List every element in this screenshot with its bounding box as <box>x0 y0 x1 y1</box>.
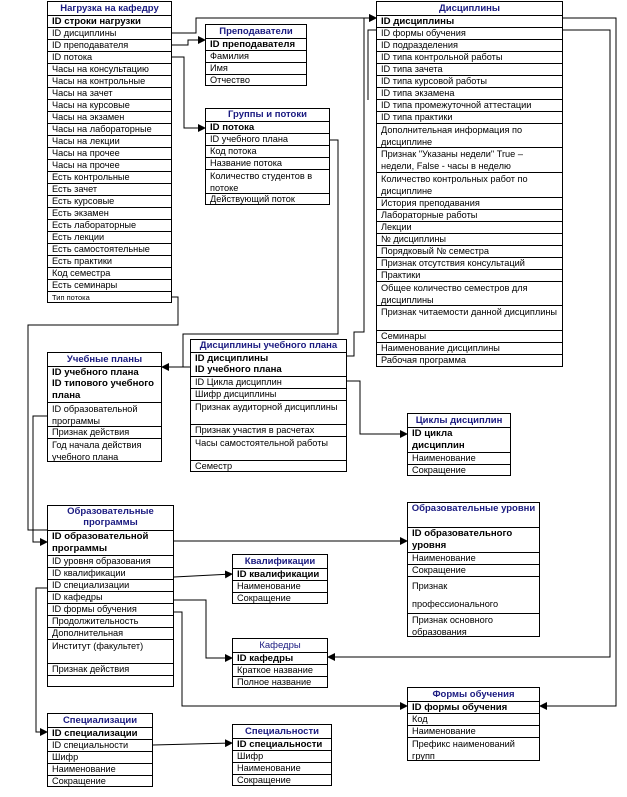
table-groups <box>205 108 330 205</box>
relationship-line <box>347 381 407 434</box>
primary-key-field: ID специальности <box>233 738 331 750</box>
table-field: Часы на консультацию <box>48 63 171 75</box>
primary-key-field: ID потока <box>206 121 329 133</box>
table-field: Часы на экзамен <box>48 111 171 123</box>
table-field: Наименование <box>233 762 331 774</box>
table-title: Кафедры <box>259 640 301 651</box>
table-field: Признак основного образования <box>408 613 539 637</box>
table-field: Семинары <box>377 330 562 342</box>
table-field: Часы на контрольные <box>48 75 171 87</box>
table-field: Префикс наименований групп <box>408 737 539 761</box>
table-field: Есть зачет <box>48 183 171 195</box>
table-field: Количество студентов в потоке <box>206 169 329 193</box>
table-field: Есть экзамен <box>48 207 171 219</box>
relationship-line <box>172 40 205 45</box>
table-field: Признак аудиторной дисциплины <box>191 400 346 424</box>
relationship-line <box>174 574 232 577</box>
table-field: Признак действия <box>48 426 161 438</box>
table-field: Сокращение <box>48 775 152 787</box>
table-field: Год начала действия учебного плана <box>48 438 161 462</box>
table-field: ID типа экзамена <box>377 87 562 99</box>
table-field: № дисциплины <box>377 233 562 245</box>
table-field: Фамилия <box>206 50 306 62</box>
primary-key-field: ID преподавателя <box>206 38 306 50</box>
table-field: Признак "Указаны недели" True – недели, False - часы в неделю <box>377 147 562 172</box>
table-field: Есть практики <box>48 255 171 267</box>
table-field: Общее количество семестров для дисциплины <box>377 281 562 305</box>
table-plan-disciplines <box>190 339 347 472</box>
table-field: Наименование <box>48 763 152 775</box>
primary-key-field: ID дисциплины <box>377 15 562 27</box>
table-field: ID специальности <box>48 739 152 751</box>
table-field: Признак отсутствия консультаций <box>377 257 562 269</box>
relationship-line <box>368 30 376 100</box>
table-cycles <box>407 413 511 476</box>
table-field: Наименование <box>408 552 539 564</box>
table-field: Признак читаемости данной дисциплины <box>377 305 562 330</box>
table-field: Есть самостоятельные <box>48 243 171 255</box>
primary-key-field: ID строки нагрузки <box>48 15 171 27</box>
table-field: Сокращение <box>408 564 539 576</box>
table-specializations <box>47 713 153 787</box>
table-field: ID дисциплины <box>48 27 171 39</box>
table-field: Признак действия <box>48 663 173 675</box>
table-field: ID типа курсовой работы <box>377 75 562 87</box>
primary-key-field: ID учебного плана <box>48 366 161 378</box>
table-disciplines <box>376 1 563 367</box>
table-field: Название потока <box>206 157 329 169</box>
table-field: Код <box>408 713 539 725</box>
table-field: Лекции <box>377 221 562 233</box>
table-field: Наименование <box>233 580 327 592</box>
table-teachers <box>205 24 307 86</box>
relationship-line <box>153 743 232 745</box>
relationship-line <box>172 57 205 128</box>
table-title: Преподаватели <box>219 26 293 37</box>
table-field: Код потока <box>206 145 329 157</box>
table-field: Дополнительная информация по дисциплине <box>377 123 562 147</box>
table-field: ID типа контрольной работы <box>377 51 562 63</box>
table-field: ID формы обучения <box>377 27 562 39</box>
table-field <box>48 675 173 687</box>
table-field: Шифр дисциплины <box>191 388 346 400</box>
table-field: Часы на лабораторные <box>48 123 171 135</box>
table-field: ID образовательной программы <box>48 402 161 426</box>
table-field: Часы на прочее <box>48 147 171 159</box>
table-field: Лабораторные работы <box>377 209 562 221</box>
table-field: Институт (факультет) <box>48 639 173 663</box>
table-field: Дополнительная <box>48 627 173 639</box>
table-title: Учебные планы <box>66 354 143 365</box>
table-title: Специальности <box>245 726 319 737</box>
table-field: Рабочая программа <box>377 354 562 367</box>
table-field: Действующий поток <box>206 193 329 205</box>
table-field: Часы на курсовые <box>48 99 171 111</box>
table-departments <box>232 638 328 688</box>
table-title: Группы и потоки <box>228 109 307 120</box>
table-title: Дисциплины <box>438 3 501 14</box>
table-field: Продолжительность <box>48 615 173 627</box>
table-field: Порядковый № семестра <box>377 245 562 257</box>
table-plans <box>47 352 162 462</box>
table-field: Наименование <box>408 725 539 737</box>
table-title: Нагрузка на кафедру <box>60 3 159 14</box>
table-title: Дисциплины учебного плана <box>199 340 338 351</box>
table-field: Имя <box>206 62 306 74</box>
table-field: Отчество <box>206 74 306 86</box>
table-title: Формы обучения <box>432 689 515 700</box>
table-field: Сокращение <box>233 774 331 786</box>
table-field: Полное название <box>233 676 327 688</box>
table-title: Квалификации <box>244 556 316 567</box>
table-field: Количество контрольных работ по дисциплине <box>377 172 562 197</box>
primary-key-field: ID дисциплины <box>191 352 346 364</box>
table-field: Часы самостоятельной работы <box>191 436 346 460</box>
table-field: Признак участия в расчетах <box>191 424 346 436</box>
table-field: История преподавания <box>377 197 562 209</box>
table-forms <box>407 687 540 761</box>
table-specialties <box>232 724 332 786</box>
table-title: Образовательные программы <box>67 506 154 528</box>
primary-key-field: ID образовательного уровня <box>408 527 539 552</box>
table-field: Часы на лекции <box>48 135 171 147</box>
primary-key-field: ID образовательной программы <box>48 530 173 555</box>
table-field: ID кафедры <box>48 591 173 603</box>
table-programs <box>47 505 174 687</box>
table-field: Тип потока <box>48 291 171 303</box>
table-field: ID типа промежуточной аттестации <box>377 99 562 111</box>
table-field: ID квалификации <box>48 567 173 579</box>
table-field: ID преподавателя <box>48 39 171 51</box>
table-field: ID подразделения <box>377 39 562 51</box>
table-field: Есть курсовые <box>48 195 171 207</box>
table-field: Наименование <box>408 452 510 464</box>
table-field: Признак профессионального <box>408 576 539 613</box>
table-field: Семестр <box>191 460 346 472</box>
table-field: Есть лекции <box>48 231 171 243</box>
table-field: ID Цикла дисциплин <box>191 376 346 388</box>
primary-key-field: ID квалификации <box>233 568 327 580</box>
table-load <box>47 1 172 303</box>
relationship-line <box>33 416 47 542</box>
relationship-line <box>174 600 232 658</box>
table-field: Наименование дисциплины <box>377 342 562 354</box>
table-field: ID формы обучения <box>48 603 173 615</box>
table-title: Образовательные уровни <box>411 503 536 514</box>
primary-key-field: ID формы обучения <box>408 701 539 713</box>
relationship-line <box>347 18 376 356</box>
table-field: Есть лабораторные <box>48 219 171 231</box>
table-field: Код семестра <box>48 267 171 279</box>
table-field: ID типа практики <box>377 111 562 123</box>
table-field: ID учебного плана <box>206 133 329 145</box>
primary-key-field: ID учебного плана <box>195 364 282 375</box>
primary-key-field: ID цикла дисциплин <box>408 427 510 452</box>
table-field: ID уровня образования <box>48 555 173 567</box>
table-field: Сокращение <box>233 592 327 604</box>
primary-key-field: ID кафедры <box>233 652 327 664</box>
table-field: Есть семинары <box>48 279 171 291</box>
primary-key-field: ID типового учебного плана <box>52 378 154 401</box>
table-qualifications <box>232 554 328 604</box>
table-field: ID типа зачета <box>377 63 562 75</box>
table-field: Практики <box>377 269 562 281</box>
table-title: Специализации <box>62 715 138 726</box>
table-field: Сокращение <box>408 464 510 476</box>
table-field: Часы на прочее <box>48 159 171 171</box>
table-field: Часы на зачет <box>48 87 171 99</box>
relationship-line <box>36 588 47 732</box>
table-field: ID специализации <box>48 579 173 591</box>
table-title: Циклы дисциплин <box>415 415 503 426</box>
table-field: Краткое название <box>233 664 327 676</box>
table-levels <box>407 502 540 637</box>
table-field: Шифр <box>48 751 152 763</box>
table-field: ID потока <box>48 51 171 63</box>
primary-key-field: ID специализации <box>48 727 152 739</box>
table-field: Шифр <box>233 750 331 762</box>
table-field: Есть контрольные <box>48 171 171 183</box>
